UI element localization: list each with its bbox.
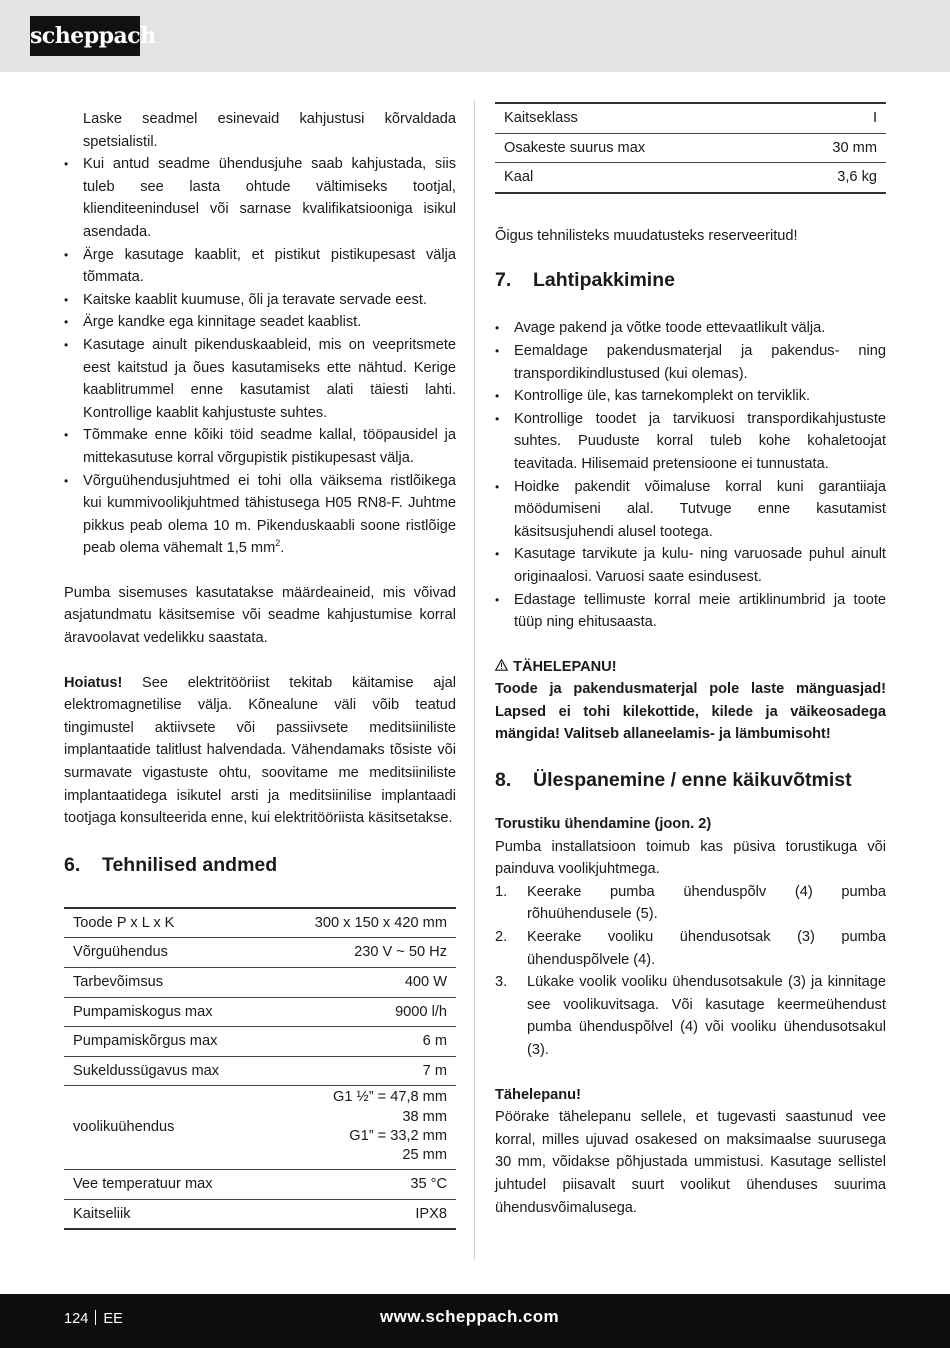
step-text: Keerake pumba ühenduspõlv (4) pumba rõhuühendusele (5). [527, 883, 886, 923]
superscript: 2 [275, 538, 281, 549]
table-row [64, 968, 456, 998]
list-item: • Ärge kandke ega kinnitage seadet kaablist. [64, 311, 456, 334]
table-label: Pumpamiskõrgus max [64, 1027, 269, 1057]
table-value: 300 x 150 x 420 mm [269, 908, 456, 938]
list-item: • Kasutage tarvikute ja kulu- ning varuosade puhul ainult originaalosi. Varuosi saate esindusest. [495, 543, 886, 588]
table-value: IPX8 [269, 1199, 456, 1229]
lubricant-paragraph: Pumba sisemuses kasutatakse määrdeaineid, mis võivad asjatundmatu käsitsemise või seadme kahjustumise korral äravoolavat vedelikku saastata. [64, 584, 456, 647]
reserve-note: Õigus tehnilisteks muudatusteks reserveeritud! [495, 227, 798, 244]
table-value: 7 m [269, 1056, 456, 1086]
list-item: • Avage pakend ja võtke toode ettevaatlikult välja. [495, 317, 886, 340]
list-item: • Kui antud seadme ühendusjuhe saab kahjustada, siis tuleb see lasta ohtude vältimiseks tootjal, klienditeenindusel või sarnase kvalifikatsiooniga isikul asendada. [64, 153, 456, 243]
step-text: Keerake vooliku ühendusotsak (3) pumba ühenduspõlvele (4). [527, 929, 886, 968]
step-number: 3. [495, 974, 508, 991]
table-label: Kaitseklass [495, 103, 776, 133]
technical-data-table [64, 907, 456, 1231]
table-row [64, 1027, 456, 1057]
list-item: • Kontrollige üle, kas tarnekomplekt on terviklik. [495, 385, 886, 408]
table-row [64, 997, 456, 1027]
list-item [64, 470, 456, 560]
step-item [495, 926, 886, 971]
section-heading-7 [495, 267, 886, 293]
warning-title-row [495, 656, 886, 679]
section-title: Ülespanemine / enne käikuvõtmist [533, 769, 852, 792]
hoiatus-label: Hoiatus! [64, 674, 123, 691]
list-item: • Edastage tellimuste korral meie artiklinumbrid ja toote tüüp ning ehitusaasta. [495, 589, 886, 634]
table-label: Kaal [495, 163, 776, 193]
table-value-multi [269, 1086, 456, 1170]
section-number: 6. [64, 853, 81, 876]
table-label: Vee temperatuur max [64, 1170, 269, 1200]
note-text: Pöörake tähelepanu sellele, et tugevasti saastunud vee korral, milles ujuvad osakesed on maksimaalse suurusega 30 mm, võidakse põhjustada ummistusi. Kasutage sellistel juhtudel piisavalt suurt voolikut ühenduses suurima ühendusvõimalusega. [495, 1109, 886, 1216]
table-row [64, 1086, 456, 1170]
list-item: • Ärge kasutage kaablit, et pistikut pistikupesast välja tõmmata. [64, 244, 456, 289]
table-row [64, 1170, 456, 1200]
list-item: • Hoidke pakendit võimaluse korral kuni garantiiaja möödumiseni alal. Tutvuge enne kasutamist käsitsusjuhendi alusel tootega. [495, 476, 886, 544]
technical-data-table-cont [495, 102, 886, 194]
right-column [495, 102, 886, 1219]
list-item: • Kontrollige toodet ja tarvikuosi transpordikahjustuste suhtes. Puuduste korral tuleb kohe kohaletoojat teavitada. Hilisemaid pretensioone ei tunnustata. [495, 408, 886, 476]
table-row [64, 1056, 456, 1086]
table-value: 230 V ~ 50 Hz [269, 938, 456, 968]
table-value: 30 mm [776, 133, 886, 163]
hoiatus-text: See elektritööriist tekitab käitamise ajal elektromagnetilise välja. Kõnealune väli võib teatud tingimustel aktiivsete või passiivsete meditsiiniliste implantaatide talitlust halvendada. Vähendamaks tõsiste või surmavate vigastuste ohtu, soovitame me meditsiiniliste implantaatidega isikutel arsti ja meditsiinilise implantaadi tootjaga konsulteerida enne, kui elektritööriista käsitsetakse. [64, 674, 456, 827]
table-row [64, 908, 456, 938]
table-value: 6 m [269, 1027, 456, 1057]
warning-block [495, 656, 886, 746]
column-divider [474, 100, 475, 1260]
table-value: 400 W [269, 968, 456, 998]
brand-logo: scheppach [30, 16, 140, 56]
step-item [495, 971, 886, 1061]
table-label: voolikuühendus [64, 1086, 269, 1170]
table-label: Pumpamiskogus max [64, 997, 269, 1027]
table-label: Võrguühendus [64, 938, 269, 968]
install-steps [495, 881, 886, 1062]
header-bar [0, 0, 950, 72]
website-link[interactable]: www.scheppach.com [380, 1307, 560, 1326]
step-number: 2. [495, 929, 508, 946]
section-title: Lahtipakkimine [533, 269, 675, 292]
list-item: • Kasutage ainult pikenduskaableid, mis on veepritsmete eest kaitstud ja õues kasutamiseks ette nähtud. Kerige kaablitrummel enne kasutamist alati täiesti lahti. Kontrollige kaablit kahjustuste suhtes. [64, 334, 456, 424]
table-row [64, 938, 456, 968]
install-intro: Pumba installatsioon toimub kas püsiva torustikuga või painduva voolikjuhtmega. [495, 838, 886, 878]
footer-separator [95, 1310, 96, 1325]
section-number: 8. [495, 769, 512, 792]
table-row [495, 163, 886, 193]
section-heading-6 [64, 852, 456, 878]
page-number: 124 [64, 1311, 89, 1327]
list-item: • Eemaldage pakendusmaterjal ja pakendus- ning transpordikindlustused (kui olemas). [495, 340, 886, 385]
table-value: 3,6 kg [776, 163, 886, 193]
table-value: 35 °C [269, 1170, 456, 1200]
table-value: I [776, 103, 886, 133]
safety-list [64, 153, 456, 560]
note-title: Tähelepanu! [495, 1086, 581, 1103]
left-column [64, 108, 456, 1230]
table-label: Toode P x L x K [64, 908, 269, 938]
list-item: • Kaitske kaablit kuumuse, õli ja teravate servade eest. [64, 289, 456, 312]
table-value-line: G1” = 33,2 mm [349, 1127, 447, 1144]
table-label: Kaitseliik [64, 1199, 269, 1229]
warning-paragraph [64, 672, 456, 830]
list-item: • Tõmmake enne kõiki töid seadme kallal, tööpausidel ja mittekasutuse korral võrgupistik pistikupesast välja. [64, 424, 456, 469]
footer-bar [0, 1294, 950, 1348]
section-title: Tehnilised andmed [102, 853, 278, 876]
table-value-line: G1 ½” = 47,8 mm [333, 1089, 447, 1106]
table-label: Sukeldussügavus max [64, 1056, 269, 1086]
warning-text: Toode ja pakendusmaterjal pole laste mänguasjad! Lapsed ei tohi kilekottide, kilede ja väikeosadega mängida! Valitseb allaneelamis- ja lämbumisoht! [495, 681, 886, 743]
table-row [495, 103, 886, 133]
table-row [64, 1199, 456, 1229]
table-label: Osakeste suurus max [495, 133, 776, 163]
continued-text: Laske seadmel esinevaid kahjustusi kõrvaldada spetsialistil. [83, 111, 456, 150]
warning-title: TÄHELEPANU! [513, 658, 617, 675]
list-item-text: Võrguühendusjuhtmed ei tohi olla väiksema ristlõikega kui kummivoolikjuhtmed tähistusega H05 RN8-F. Juhtme pikkus peab olema 10 m. Pikenduskaabli soone ristlõige peab olema vähemalt 1,5 mm [83, 472, 456, 557]
table-value: 9000 l/h [269, 997, 456, 1027]
table-value-line: 25 mm [402, 1146, 447, 1163]
table-label: Tarbevõimsus [64, 968, 269, 998]
page-indicator [64, 1308, 123, 1331]
table-row [495, 133, 886, 163]
table-value-line: 38 mm [402, 1108, 447, 1125]
section-heading-8 [495, 767, 886, 793]
warning-triangle-icon [495, 656, 509, 679]
section-number: 7. [495, 269, 512, 292]
step-number: 1. [495, 883, 508, 900]
unpacking-list [495, 317, 886, 633]
list-item-end: . [280, 540, 285, 557]
step-item [495, 881, 886, 926]
subheading: Torustiku ühendamine (joon. 2) [495, 816, 712, 833]
step-text: Lükake voolik vooliku ühendusotsakule (3) ja kinnitage see voolikuvitsaga. Või kasutage keermeühendust pumba ühenduspõlvel (4) või vooliku ühendusotsakul (3). [527, 974, 886, 1058]
language-code: EE [103, 1311, 123, 1327]
